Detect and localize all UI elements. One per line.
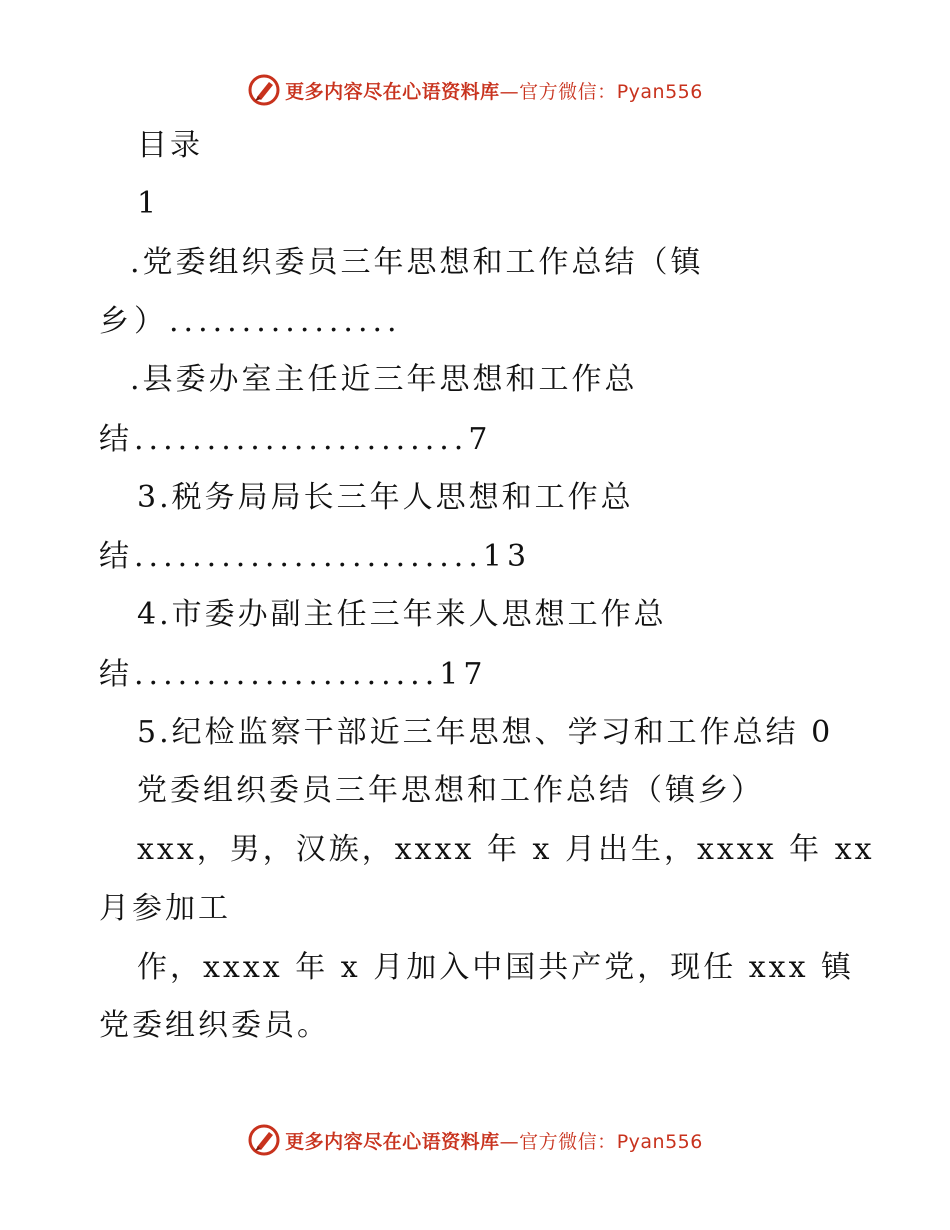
banner-wechat-label: 官方微信： xyxy=(519,80,617,103)
banner-separator: — xyxy=(499,80,520,103)
toc-item-5: 5.纪检监察干部近三年思想、学习和工作总结 0 xyxy=(137,715,834,750)
header-banner xyxy=(0,70,950,110)
banner-text xyxy=(285,1127,703,1154)
toc-item-2-line-2: 结.......................7 xyxy=(99,422,493,457)
toc-item-3-line-2: 结........................13 xyxy=(99,539,532,574)
toc-item-2-line-1: .县委办室主任近三年思想和工作总 xyxy=(130,362,638,397)
paragraph-2-line-2: 党委组织委员。 xyxy=(99,1008,330,1043)
toc-item-4-line-1: 4.市委办副主任三年来人思想工作总 xyxy=(137,597,667,632)
pen-logo-icon xyxy=(247,73,281,107)
paragraph-2-line-1: 作，xxxx 年 x 月加入中国共产党，现任 xxx 镇 xyxy=(137,950,855,985)
footer-banner xyxy=(0,1120,950,1160)
toc-number-1: 1 xyxy=(137,186,160,221)
pen-logo-icon xyxy=(247,1123,281,1157)
banner-text xyxy=(285,77,703,104)
banner-wechat-id: Pyan556 xyxy=(616,80,703,103)
banner-separator: — xyxy=(499,1130,520,1153)
toc-item-3-line-1: 3.税务局局长三年人思想和工作总 xyxy=(137,480,634,515)
banner-wechat-label: 官方微信： xyxy=(519,1130,617,1153)
paragraph-1-line-1: xxx，男，汉族，xxxx 年 x 月出生，xxxx 年 xx xyxy=(137,832,875,867)
banner-brand: 更多内容尽在心语资料库 xyxy=(285,1130,500,1153)
toc-item-1-line-1: .党委组织委员三年思想和工作总结（镇 xyxy=(130,245,704,280)
toc-item-1-line-2: 乡）................ xyxy=(99,304,402,339)
document-title: 党委组织委员三年思想和工作总结（镇乡） xyxy=(137,773,764,808)
banner-brand: 更多内容尽在心语资料库 xyxy=(285,80,500,103)
toc-item-4-line-2: 结.....................17 xyxy=(99,657,488,692)
toc-heading: 目录 xyxy=(137,128,203,163)
paragraph-1-line-2: 月参加工 xyxy=(99,891,231,926)
banner-wechat-id: Pyan556 xyxy=(616,1130,703,1153)
